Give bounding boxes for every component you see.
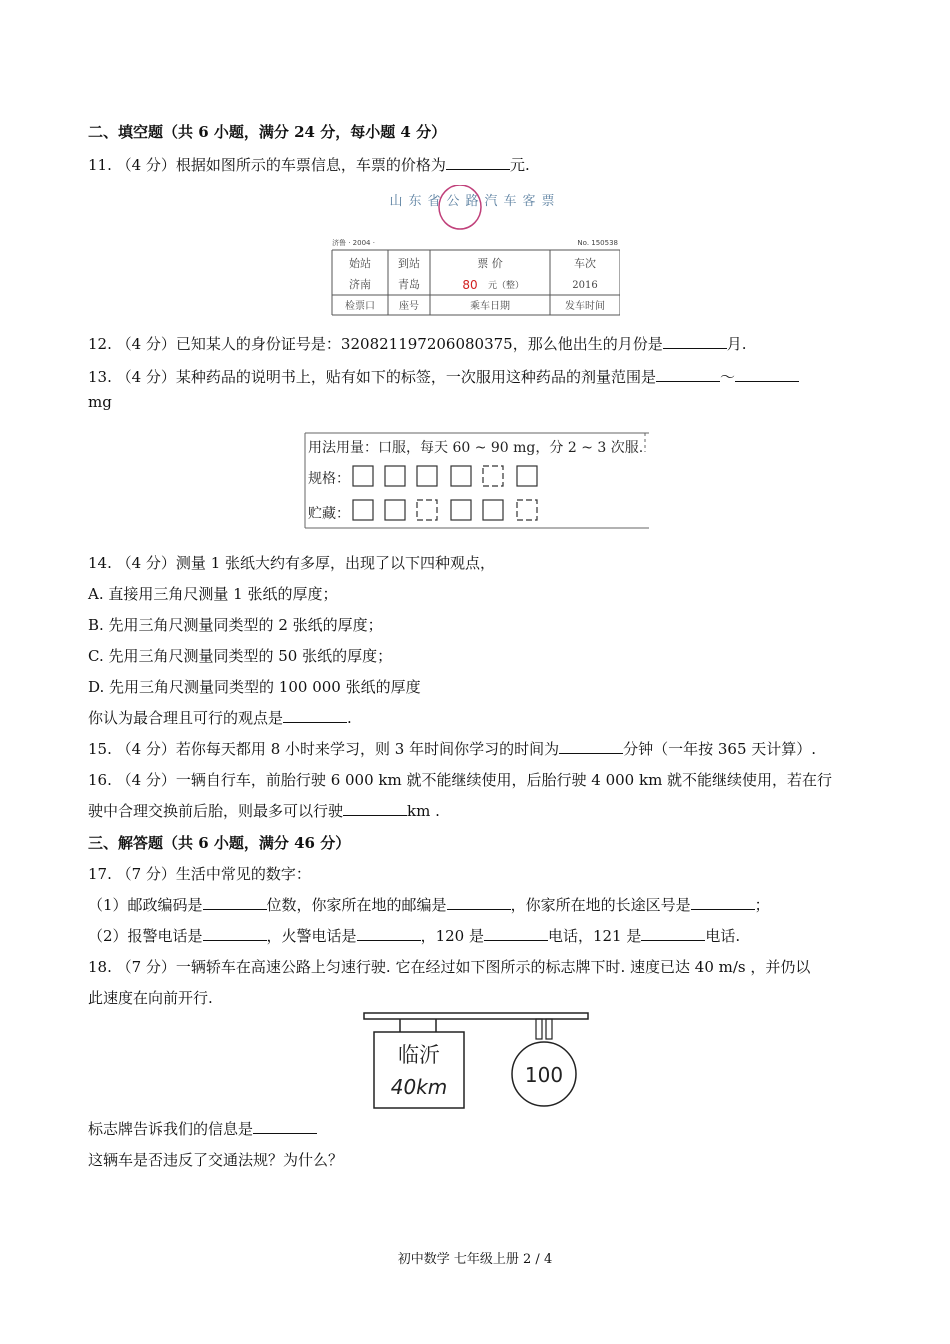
ticket-price-suffix: 元（整） [487,281,525,291]
sign-bar [364,1013,588,1019]
drug-label-svg [303,430,649,530]
q11-blank[interactable] [446,155,510,170]
q12-text: 12. （4 分）已知某人的身份证号是：320821197206080375，那么他出生的月份是 [88,335,663,353]
q16-blank[interactable] [343,801,407,816]
ticket-row3-col2: 座号 [399,301,419,312]
sign-speed: 100 [524,1063,564,1087]
drug-label-image [303,430,649,530]
ticket-serial-left: 济鲁 · 2004 · [332,239,375,247]
sign-city: 临沂 [398,1043,440,1067]
ticket-to: 青岛 [398,278,420,291]
q18-ask1-text: 标志牌告诉我们的信息是 [88,1120,254,1138]
q17-p1-blank2[interactable] [447,895,511,910]
q17-p1-text-b: 位数，你家所在地的邮编是 [266,896,447,914]
q13-blank-max[interactable] [735,367,799,382]
drug-usage: 用法用量：口服，每天 60 ~ 90 mg，分 2 ~ 3 次服. [308,440,644,456]
q15-suffix: 分钟（一年按 365 天计算）. [623,740,817,758]
drug-spec-label: 规格： [308,471,350,487]
question-12 [88,333,747,354]
q17-p2-blank1[interactable] [203,926,267,941]
ticket-title: 山东省公路汽车客票 [389,194,561,209]
bus-ticket-image [330,185,620,320]
ticket-serial-right: No. 150538 [577,239,618,247]
road-sign-svg [360,1012,592,1112]
q16-line1: 16. （4 分）一辆自行车，前胎行驶 6 000 km 就不能继续使用，后胎行驶 4 000 km 就不能继续使用，若在行 [88,771,833,789]
section2-title: 二、填空题（共 6 小题，满分 24 分，每小题 4 分） [88,123,447,141]
q14-ask-suffix: . [347,709,352,727]
ticket-train: 2016 [572,280,598,291]
q17-p2-text-b: ，火警电话是 [266,927,357,945]
q14-option-d: D. 先用三角尺测量同类型的 100 000 张纸的厚度 [88,678,421,696]
q18-blank[interactable] [253,1119,317,1134]
q18-line2: 此速度在向前开行. [88,989,213,1007]
q17-p2-text-e: 电话. [705,927,741,945]
q17-p1-blank1[interactable] [203,895,267,910]
q18-ask1 [88,1118,317,1139]
question-15 [88,738,816,759]
q11-text: 11. （4 分）根据如图所示的车票信息，车票的价格为 [88,156,446,174]
q17-part2 [88,925,740,946]
q17-p1-text-d: ； [754,896,770,914]
q17-p1-text-a: （1）邮政编码是 [88,896,203,914]
q17-part1 [88,894,770,915]
q17-p1-blank3[interactable] [691,895,755,910]
q14-blank[interactable] [283,708,347,723]
q17-p2-text-d: 电话，121 是 [547,927,642,945]
ticket-svg [330,185,620,320]
q14-option-a: A. 直接用三角尺测量 1 张纸的厚度； [88,585,338,603]
q17-p2-blank4[interactable] [641,926,705,941]
q17-p1-text-c: ，你家所在地的长途区号是 [510,896,691,914]
q17-p2-blank2[interactable] [357,926,421,941]
q14-option-b: B. 先用三角尺测量同类型的 2 张纸的厚度； [88,616,383,634]
ticket-col2-head: 到站 [398,257,420,270]
spec-boxes [353,466,537,486]
q16-suffix: km . [407,802,440,820]
q14-ask-text: 你认为最合理且可行的观点是 [88,709,284,727]
q17-p2-text-c: ，120 是 [420,927,484,945]
q13-unit: mg [88,393,112,411]
q15-text: 15. （4 分）若你每天都用 8 小时来学习，则 3 年时间你学习的时间为 [88,740,560,758]
q16-text: 驶中合理交换前后胎，则最多可以行驶 [88,802,344,820]
section3-title: 三、解答题（共 6 小题，满分 46 分） [88,834,351,852]
q18-ask2: 这辆车是否违反了交通法规？为什么？ [88,1151,344,1169]
q13-tilde: ～ [719,368,735,386]
q16-line2 [88,800,440,821]
storage-boxes [353,500,537,520]
q17-p2-blank3[interactable] [484,926,548,941]
q12-suffix: 月. [726,335,747,353]
ticket-col4-head: 车次 [574,257,596,270]
ticket-row3-col3: 乘车日期 [470,301,510,312]
q14-option-c: C. 先用三角尺测量同类型的 50 张纸的厚度； [88,647,393,665]
ticket-from: 济南 [349,278,371,291]
question-11 [88,154,530,175]
q17-stem: 17. （7 分）生活中常见的数字： [88,865,311,883]
q14-ask [88,707,352,728]
q15-blank[interactable] [559,739,623,754]
q18-line1: 18. （7 分）一辆轿车在高速公路上匀速行驶. 它在经过如下图所示的标志牌下时. 速度已达 40 m/s ，并仍以 [88,958,811,976]
q12-blank[interactable] [663,334,727,349]
ticket-row3-col4: 发车时间 [565,301,605,312]
question-13 [88,366,799,387]
drug-storage-label: 贮藏： [308,506,350,522]
q11-suffix: 元. [509,156,530,174]
ticket-col3-head: 票 价 [477,257,503,270]
ticket-col1-head: 始站 [349,257,371,270]
ticket-price: 80 [462,278,478,292]
ticket-row3-col1: 检票口 [345,301,375,312]
q17-p2-text-a: （2）报警电话是 [88,927,203,945]
q13-blank-min[interactable] [656,367,720,382]
sign-distance: 40km [390,1075,448,1099]
road-sign-image [360,1012,592,1112]
q14-stem: 14. （4 分）测量 1 张纸大约有多厚，出现了以下四种观点， [88,554,496,572]
page-footer: 初中数学 七年级上册 2 / 4 [397,1252,553,1267]
q13-text: 13. （4 分）某种药品的说明书上，贴有如下的标签，一次服用这种药品的剂量范围是 [88,368,656,386]
